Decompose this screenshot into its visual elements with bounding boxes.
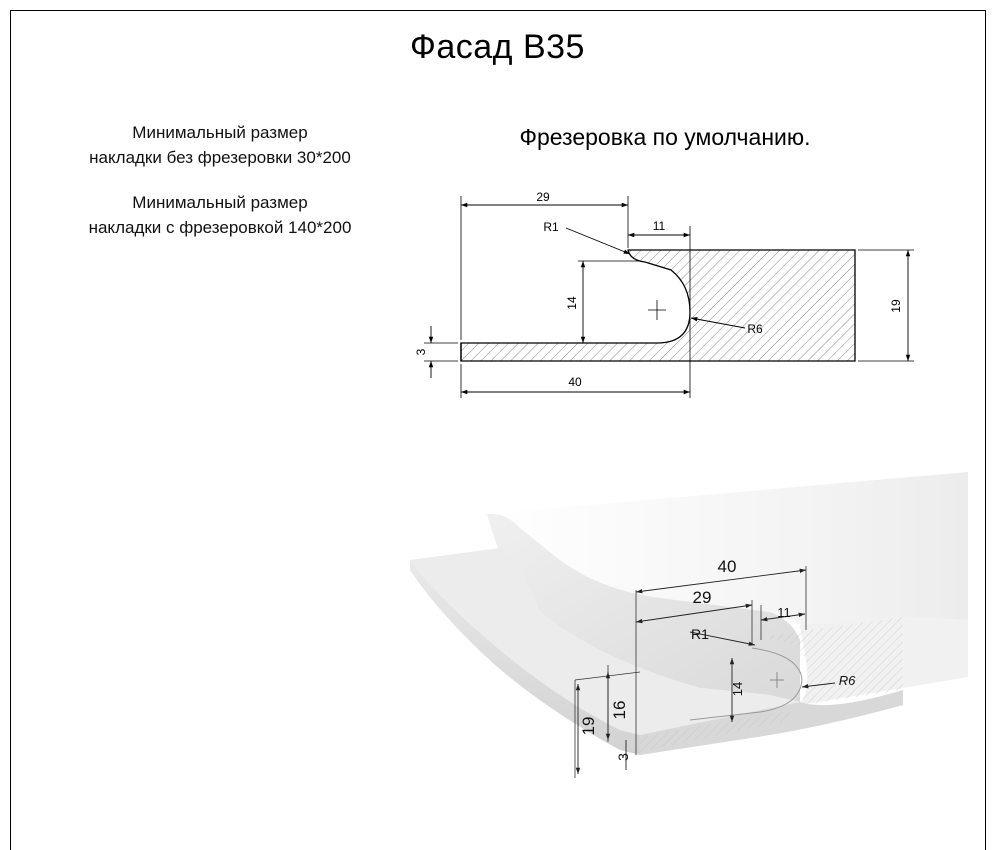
r1-label: R1 [543,220,559,234]
r6-label: R6 [747,322,763,336]
dim3d-3-label: 3 [615,753,631,761]
note-line: накладки без фрезеровки 30*200 [89,148,351,167]
dim-40-label: 40 [568,375,582,389]
r6-label-3d: R6 [838,673,856,688]
dim-19-label: 19 [889,299,903,313]
dim3d-11-label: 11 [777,605,791,620]
dim3d-14-label: 14 [730,681,745,697]
dim3d-40-label: 40 [717,557,737,576]
dim-29-label: 29 [536,190,550,204]
page-title: Фасад В35 [410,28,585,66]
profile-section-drawing [414,190,914,398]
dim-3-label: 3 [414,348,428,356]
note-line: Минимальный размер [132,123,308,142]
milling-default-heading: Фрезеровка по умолчанию. [519,124,811,150]
profile-section [461,250,855,361]
dim3d-19-label: 19 [579,716,598,736]
profile-3d-render [410,472,968,778]
note-line: накладки с фрезеровкой 140*200 [88,218,352,237]
r1-leader [566,228,630,254]
dim-14-label: 14 [565,296,579,310]
dim3d-16-label: 16 [610,700,629,720]
dim3d-29-label: 29 [692,588,712,607]
r1-label-3d: R1 [691,626,709,642]
dim-11-label: 11 [652,219,666,233]
note-line: Минимальный размер [132,193,308,212]
